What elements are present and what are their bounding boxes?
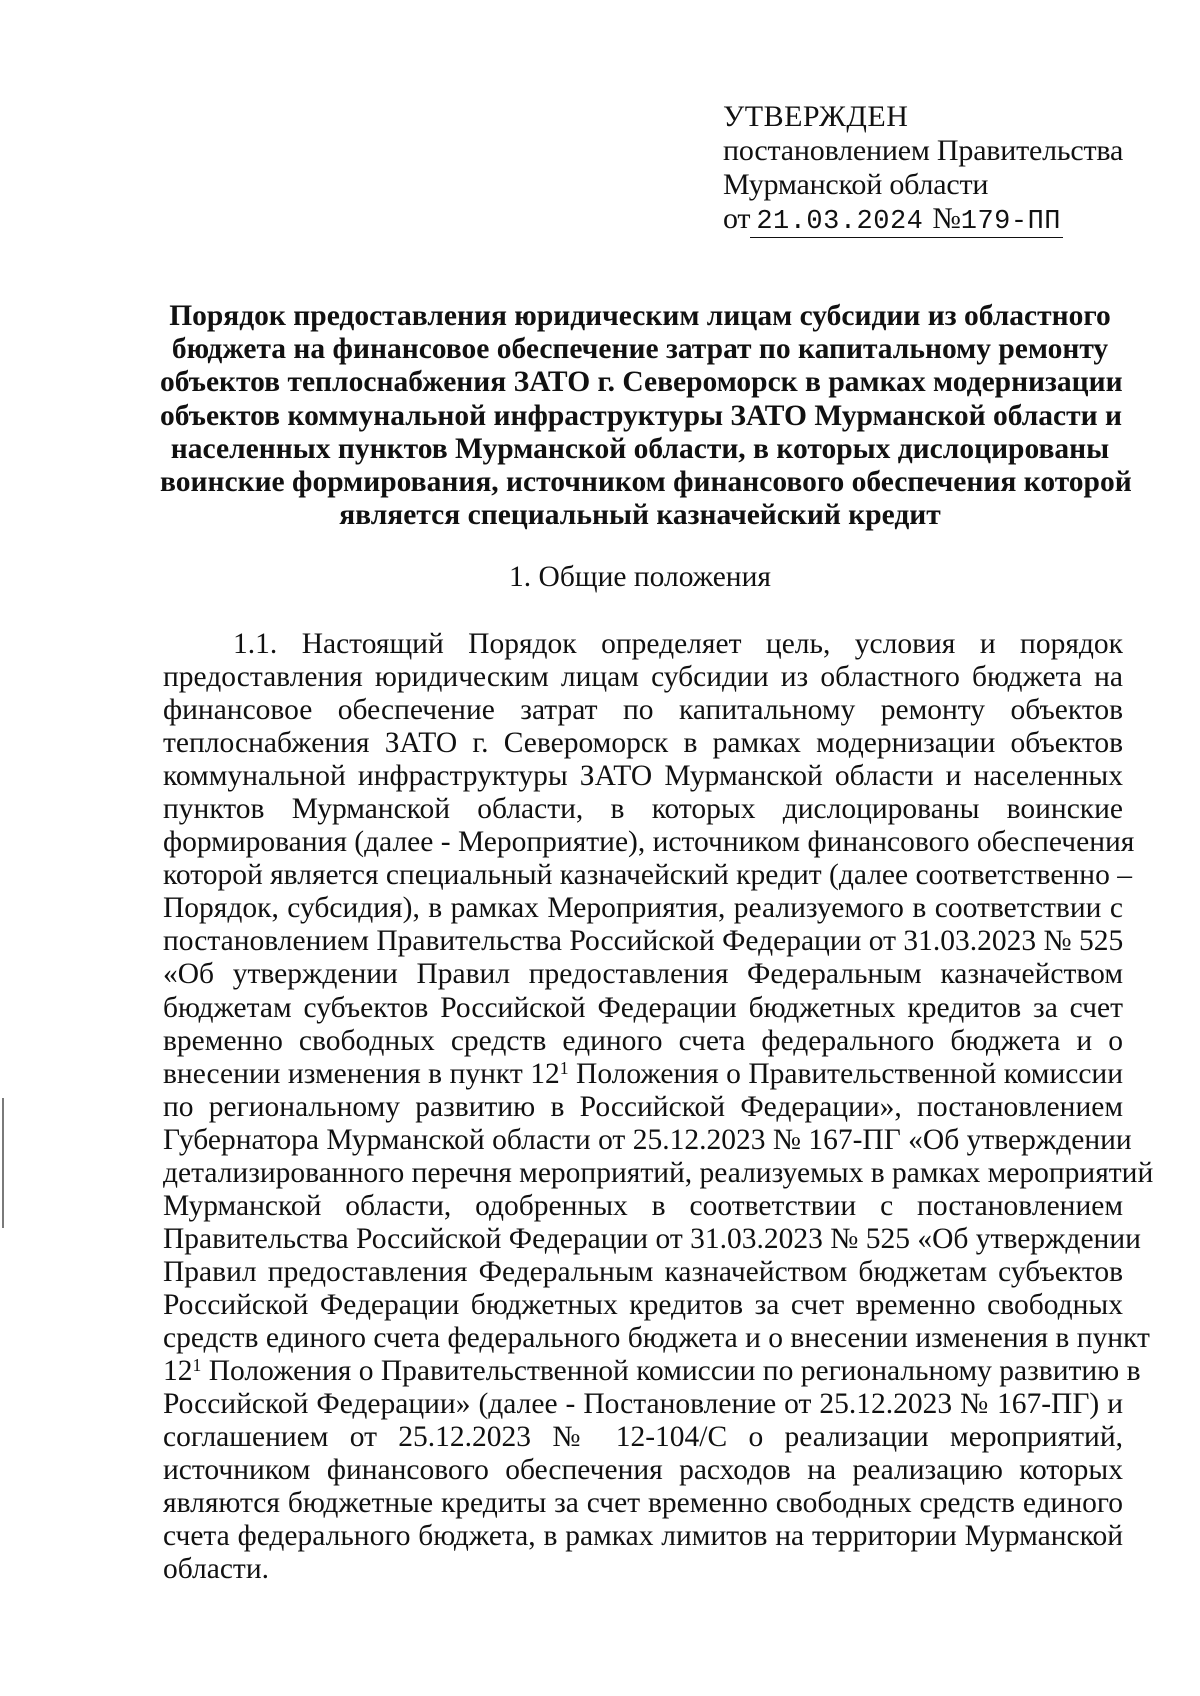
- body-line: временно свободных средств единого счета федерального бюджета и о: [163, 1024, 1123, 1057]
- body-line: счета федерального бюджета, в рамках лимитов на территории Мурманской: [163, 1520, 1123, 1553]
- body-line: пунктов Мурманской области, в которых дислоцированы воинские: [163, 793, 1123, 826]
- title-line: населенных пунктов Мурманской области, в которых дислоцированы: [170, 432, 1110, 465]
- approval-date-line: [723, 202, 1163, 238]
- number-field: [932, 204, 1063, 238]
- body-line: Правил предоставления Федеральным казначейством бюджетам субъектов: [163, 1255, 1123, 1288]
- body-line: Российской Федерации» (далее - Постановление от 25.12.2023 № 167-ПГ) и: [163, 1388, 1123, 1421]
- approval-heading: УТВЕРЖДЕН: [723, 100, 909, 133]
- title-line: Порядок предоставления юридическим лицам субсидии из областного: [169, 300, 1111, 332]
- body-line: являются бюджетные кредиты за счет временно свободных средств единого: [163, 1487, 1123, 1520]
- body-line: которой является специальный казначейский кредит (далее соответственно –: [163, 859, 1132, 892]
- body-line-text: 12: [163, 1355, 193, 1388]
- body-line: по региональному развитию в Российской Федерации», постановлением: [163, 1090, 1123, 1123]
- scan-edge-mark: [2, 1098, 4, 1228]
- body-line: детализированного перечня мероприятий, реализуемых в рамках мероприятий: [163, 1156, 1154, 1189]
- body-line: постановлением Правительства Российской Федерации от 31.03.2023 № 525: [163, 925, 1124, 958]
- superscript: 1: [192, 1355, 202, 1376]
- body-line: соглашением от 25.12.2023 № 12-104/С о реализации мероприятий,: [163, 1421, 1123, 1454]
- body-line: предоставления юридическим лицам субсидии из областного бюджета на: [163, 661, 1123, 694]
- approval-line-1: постановлением Правительства: [723, 134, 1124, 167]
- body-line: области.: [163, 1553, 269, 1586]
- number-sign: №: [932, 202, 961, 235]
- approval-stamp: [723, 100, 1163, 238]
- body-line: Мурманской области, одобренных в соответствии с постановлением: [163, 1189, 1123, 1222]
- body-paragraph: [163, 628, 1154, 1586]
- title-line: объектов коммунальной инфраструктуры ЗАТО Мурманской области и: [160, 399, 1122, 432]
- body-line-with-superscript: [163, 1058, 1123, 1091]
- approval-date: 21.03.2024: [756, 207, 924, 237]
- body-line-tail: Положения о Правительственной комиссии: [576, 1057, 1123, 1090]
- date-prefix: от: [723, 202, 751, 235]
- title-line: воинские формирования, источником финансового обеспечения которой: [160, 466, 1132, 499]
- body-line: «Об утверждении Правил предоставления Федеральным казначейством: [163, 958, 1123, 991]
- title-line: бюджета на финансовое обеспечение затрат по капитальному ремонту: [171, 333, 1109, 366]
- body-line: финансовое обеспечение затрат по капитальному ремонту объектов: [163, 694, 1123, 727]
- superscript: 1: [559, 1057, 569, 1078]
- title-line: объектов теплоснабжения ЗАТО г. Североморск в рамках модернизации: [160, 366, 1123, 399]
- body-line: Порядок, субсидия), в рамках Мероприятия, реализуемого в соответствии с: [163, 892, 1123, 925]
- body-line-tail: Положения о Правительственной комиссии по региональному развитию в: [208, 1355, 1141, 1388]
- approval-number: 179-ПП: [960, 207, 1061, 237]
- body-line: формирования (далее - Мероприятие), источником финансового обеспечения: [163, 826, 1135, 859]
- title-line: является специальный казначейский кредит: [339, 499, 941, 532]
- body-line: Губернатора Мурманской области от 25.12.2023 № 167-ПГ «Об утверждении: [163, 1123, 1132, 1156]
- body-line: источником финансового обеспечения расходов на реализацию которых: [163, 1454, 1123, 1487]
- body-line: коммунальной инфраструктуры ЗАТО Мурманской области и населенных: [163, 760, 1123, 793]
- date-field: [750, 204, 932, 238]
- body-line: теплоснабжения ЗАТО г. Североморск в рамках модернизации объектов: [163, 727, 1123, 760]
- document-title: [160, 300, 1132, 532]
- body-line: бюджетам субъектов Российской Федерации бюджетных кредитов за счет: [163, 991, 1123, 1024]
- body-line-text: внесении изменения в пункт 12: [163, 1057, 560, 1090]
- section-heading: 1. Общие положения: [509, 561, 771, 593]
- approval-line-2: Мурманской области: [723, 168, 989, 201]
- body-line: средств единого счета федерального бюджета и о внесении изменения в пункт: [163, 1321, 1150, 1354]
- body-line-with-superscript: [163, 1355, 1141, 1388]
- body-line: Российской Федерации бюджетных кредитов за счет временно свободных: [163, 1288, 1123, 1321]
- body-line: Правительства Российской Федерации от 31.03.2023 № 525 «Об утверждении: [163, 1222, 1141, 1255]
- body-line: 1.1. Настоящий Порядок определяет цель, условия и порядок: [233, 628, 1123, 660]
